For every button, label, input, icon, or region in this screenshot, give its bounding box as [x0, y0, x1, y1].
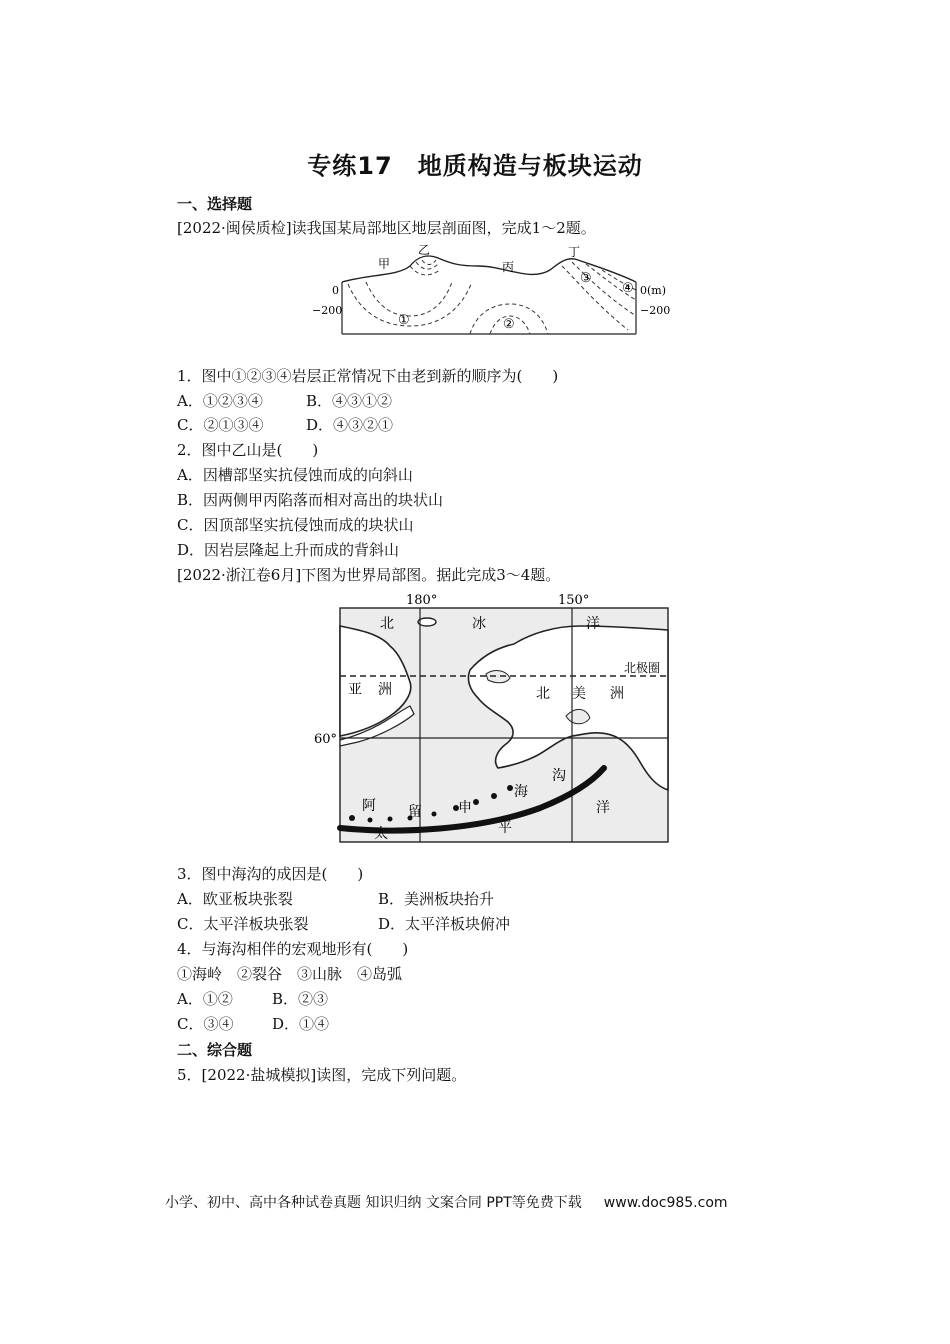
arctic-circle-label: 北极圈: [624, 661, 661, 675]
q4-option-b: B．②③: [272, 990, 329, 1008]
map-bei2: 北: [536, 686, 550, 702]
footer-url[interactable]: www.doc985.com: [603, 1195, 728, 1211]
q2-stem: 2．图中乙山是( ): [177, 441, 319, 459]
map-yang2: 洋: [596, 800, 610, 816]
q3-option-c: C．太平洋板块张裂: [177, 915, 309, 933]
map-shen: 申: [458, 800, 472, 816]
lon-180: 180°: [406, 593, 438, 608]
label-jia: 甲: [378, 257, 391, 271]
axis-0-left: 0: [332, 284, 339, 297]
intro-q1-2: [2022·闽侯质检]读我国某局部地区地层剖面图，完成1～2题。: [177, 219, 596, 237]
label-yi: 乙: [418, 243, 431, 257]
lat-60: 60°: [314, 732, 338, 747]
q2-option-c: C．因顶部坚实抗侵蚀而成的块状山: [177, 516, 414, 534]
map-bei: 北: [380, 616, 394, 632]
q4-choices: ①海岭 ②裂谷 ③山脉 ④岛弧: [177, 965, 403, 983]
q1-option-b: B．④③①②: [306, 392, 393, 410]
map-bing: 冰: [472, 616, 486, 632]
q2-option-b: B．因两侧甲丙陷落而相对高出的块状山: [177, 491, 444, 509]
page-footer: [165, 1192, 728, 1212]
layer-2: ②: [503, 317, 515, 332]
q1-option-d: D．④③②①: [306, 416, 394, 434]
section-choice-heading: 一、选择题: [177, 195, 253, 213]
label-ding: 丁: [568, 245, 581, 259]
layer-3: ③: [580, 271, 592, 286]
map-mei: 美: [572, 686, 586, 702]
map-zhou: 洲: [378, 682, 392, 698]
map-zhou2: 洲: [610, 686, 624, 702]
map-gou: 沟: [552, 768, 566, 784]
q1-option-c: C．②①③④: [177, 416, 264, 434]
q4-option-c: C．③④: [177, 1015, 234, 1033]
map-yang: 洋: [586, 616, 600, 632]
q4-option-a: A．①②: [177, 990, 233, 1008]
map-tai: 太: [374, 826, 388, 842]
q3-option-b: B．美洲板块抬升: [378, 890, 495, 908]
q3-option-d: D．太平洋板块俯冲: [378, 915, 511, 933]
map-liu: 留: [408, 804, 422, 820]
footer-text: 小学、初中、高中各种试卷真题 知识归纳 文案合同 PPT等免费下载: [165, 1195, 582, 1211]
layer-4: ④: [622, 281, 634, 296]
q5-stem: 5．[2022·盐城模拟]读图，完成下列问题。: [177, 1066, 467, 1084]
q1-option-a: A．①②③④: [177, 392, 263, 410]
map-a: 阿: [362, 798, 376, 814]
q3-stem: 3．图中海沟的成因是( ): [177, 865, 364, 883]
layer-1: ①: [398, 313, 410, 328]
section-comprehensive-heading: 二、综合题: [177, 1041, 253, 1059]
q2-option-d: D．因岩层隆起上升而成的背斜山: [177, 541, 400, 559]
axis-0-right: 0(m): [640, 284, 667, 297]
q3-option-a: A．欧亚板块张裂: [177, 890, 293, 908]
q2-option-a: A．因槽部坚实抗侵蚀而成的向斜山: [177, 466, 413, 484]
axis-minus200-right: −200: [640, 304, 671, 317]
regional-map-figure: [310, 590, 680, 846]
q1-stem: 1．图中①②③④岩层正常情况下由老到新的顺序为( ): [177, 367, 559, 385]
page-title: 专练17 地质构造与板块运动: [307, 152, 643, 180]
strata-profile-figure: [310, 242, 680, 342]
map-ya: 亚: [348, 682, 362, 698]
map-hai: 海: [514, 784, 528, 800]
q4-stem: 4．与海沟相伴的宏观地形有( ): [177, 940, 409, 958]
lon-150: 150°: [558, 593, 590, 608]
map-ping: 平: [498, 820, 512, 836]
label-bing: 丙: [502, 260, 515, 274]
axis-minus200-left: −200: [312, 304, 343, 317]
intro-q3-4: [2022·浙江卷6月]下图为世界局部图。据此完成3～4题。: [177, 566, 561, 584]
q4-option-d: D．①④: [272, 1015, 330, 1033]
